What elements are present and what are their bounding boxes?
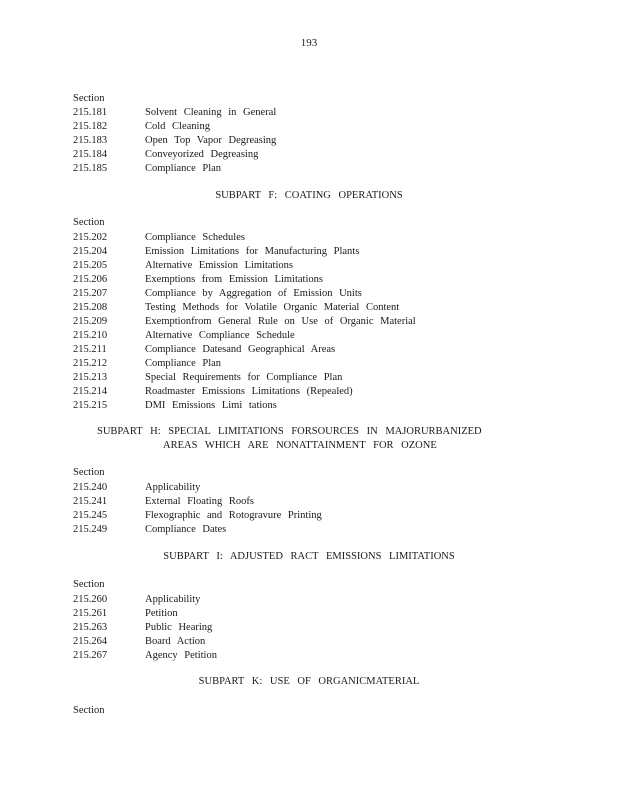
list-item (73, 343, 573, 357)
section-number: 215.212 (73, 358, 108, 369)
subpart-heading: SUBPART K: USE OF ORGANICMATERIAL (198, 676, 420, 687)
section-number: 215.204 (73, 246, 108, 257)
section-title: Compliance by Aggregation of Emission Units (145, 288, 362, 299)
section-number: 215.263 (73, 622, 108, 633)
section-number: 215.215 (73, 400, 108, 411)
section-number: 215.205 (73, 260, 108, 271)
section-label: Section (73, 93, 105, 104)
subpart-heading: SUBPART F: COATING OPERATIONS (215, 190, 403, 201)
section-number: 215.249 (73, 524, 108, 535)
section-title: Special Requirements for Compliance Plan (145, 372, 343, 383)
list-item (73, 148, 573, 162)
page-number: 193 (300, 37, 318, 49)
list-item (73, 621, 573, 635)
section-number: 215.260 (73, 594, 108, 605)
section-title: DMI Emissions Limi tations (145, 400, 277, 411)
section-label: Section (73, 579, 105, 590)
section-number: 215.264 (73, 636, 108, 647)
list-item (73, 245, 573, 259)
section-number: 215.202 (73, 232, 108, 243)
list-item (73, 329, 573, 343)
section-label: Section (73, 467, 105, 478)
section-title: External Floating Roofs (145, 496, 254, 507)
section-number: 215.183 (73, 135, 108, 146)
section-number: 215.184 (73, 149, 108, 160)
list-item (73, 481, 573, 495)
section-label: Section (73, 217, 105, 228)
section-label: Section (73, 705, 105, 716)
list-item (73, 385, 573, 399)
section-title: Exemptions from Emission Limitations (145, 274, 323, 285)
section-list (73, 231, 573, 413)
section-number: 215.240 (73, 482, 108, 493)
section-number: 215.182 (73, 121, 108, 132)
list-item (73, 399, 573, 413)
section-number: 215.208 (73, 302, 108, 313)
section-title: Exemptionfrom General Rule on Use of Organic Material (145, 316, 416, 327)
list-item (73, 357, 573, 371)
list-item (73, 371, 573, 385)
list-item (73, 523, 573, 537)
section-title: Agency Petition (145, 650, 217, 661)
section-title: Alternative Emission Limitations (145, 260, 293, 271)
section-number: 215.267 (73, 650, 108, 661)
section-number: 215.181 (73, 107, 108, 118)
list-item (73, 495, 573, 509)
section-title: Solvent Cleaning in General (145, 107, 277, 118)
subpart-heading: SUBPART I: ADJUSTED RACT EMISSIONS LIMITATIONS (163, 551, 455, 562)
section-list (73, 481, 573, 537)
list-item (73, 315, 573, 329)
list-item (73, 287, 573, 301)
list-item (73, 301, 573, 315)
section-title: Compliance Schedules (145, 232, 245, 243)
section-title: Compliance Plan (145, 163, 222, 174)
section-title: Compliance Dates (145, 524, 227, 535)
section-number: 215.213 (73, 372, 108, 383)
section-list (73, 106, 573, 176)
list-item (73, 134, 573, 148)
section-title: Alternative Compliance Schedule (145, 330, 295, 341)
section-title: Open Top Vapor Degreasing (145, 135, 277, 146)
list-item (73, 649, 573, 663)
section-number: 215.210 (73, 330, 108, 341)
list-item (73, 231, 573, 245)
section-title: Applicability (145, 594, 201, 605)
section-number: 215.209 (73, 316, 108, 327)
list-item (73, 106, 573, 120)
section-number: 215.214 (73, 386, 108, 397)
section-title: Flexographic and Rotogravure Printing (145, 510, 322, 521)
section-list (73, 593, 573, 663)
section-title: Board Action (145, 636, 206, 647)
section-title: Roadmaster Emissions Limitations (Repealed) (145, 386, 353, 397)
subpart-heading-line2: AREAS WHICH ARE NONATTAINMENT FOR OZONE (163, 440, 437, 451)
section-title: Conveyorized Degreasing (145, 149, 259, 160)
section-title: Applicability (145, 482, 201, 493)
list-item (73, 120, 573, 134)
list-item (73, 259, 573, 273)
section-title: Public Hearing (145, 622, 213, 633)
section-number: 215.206 (73, 274, 108, 285)
list-item (73, 162, 573, 176)
list-item (73, 635, 573, 649)
section-title: Cold Cleaning (145, 121, 210, 132)
section-title: Testing Methods for Volatile Organic Material Content (145, 302, 400, 313)
list-item (73, 607, 573, 621)
section-number: 215.261 (73, 608, 108, 619)
section-title: Compliance Plan (145, 358, 222, 369)
list-item (73, 273, 573, 287)
section-number: 215.207 (73, 288, 108, 299)
section-number: 215.241 (73, 496, 108, 507)
section-number: 215.185 (73, 163, 108, 174)
section-title: Emission Limitations for Manufacturing Plants (145, 246, 360, 257)
section-title: Compliance Datesand Geographical Areas (145, 344, 336, 355)
section-title: Petition (145, 608, 178, 619)
list-item (73, 593, 573, 607)
subpart-heading-line1: SUBPART H: SPECIAL LIMITATIONS FORSOURCES IN MAJORURBANIZED (97, 426, 482, 437)
list-item (73, 509, 573, 523)
section-number: 215.211 (73, 344, 107, 355)
section-number: 215.245 (73, 510, 108, 521)
